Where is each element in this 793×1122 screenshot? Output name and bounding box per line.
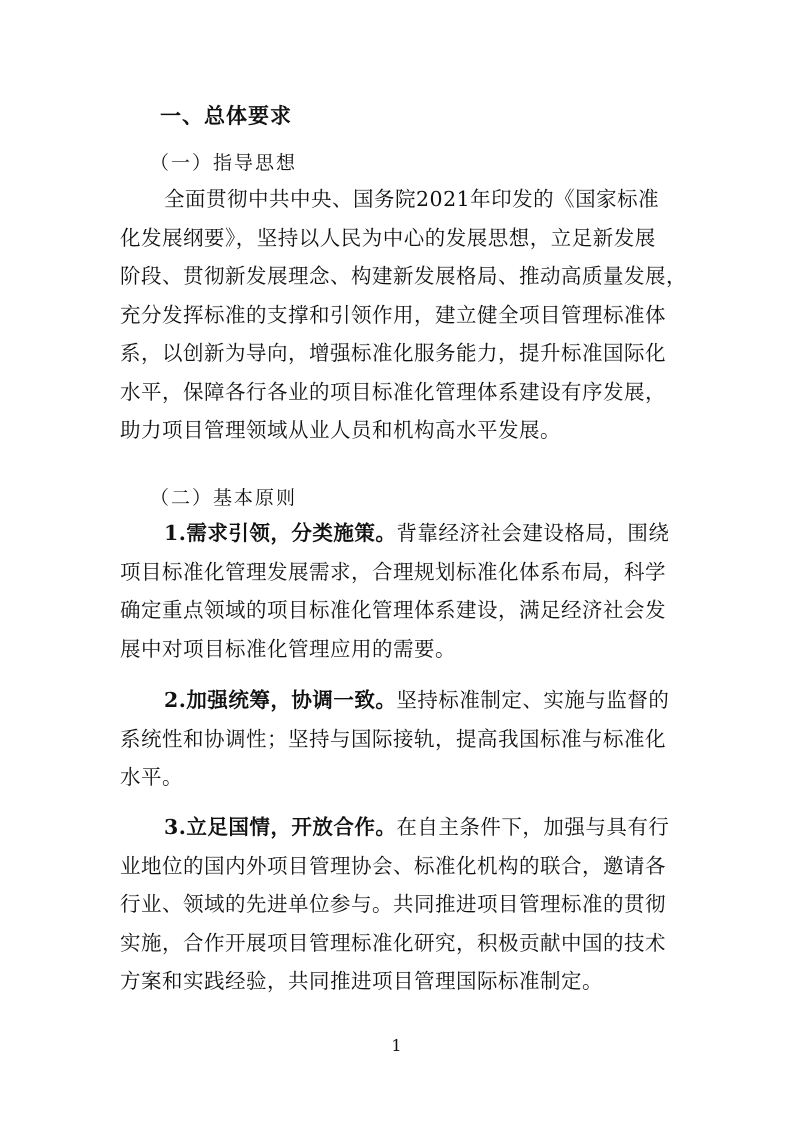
paragraph-line: 水平，保障各行各业的项目标准化管理体系建设有序发展， xyxy=(120,379,666,404)
paragraph-line: 助力项目管理领域从业人员和机构高水平发展。 xyxy=(120,418,561,442)
principle-text: 坚持标准制定、实施与监督的 xyxy=(396,688,670,712)
paragraph-line: 化发展纲要》，坚持以人民为中心的发展思想，立足新发展 xyxy=(120,225,656,250)
principle-lead: 3.立足国情，开放合作。 xyxy=(164,815,397,839)
paragraph-line: 全面贯彻中共中央、国务院2021年印发的《国家标准 xyxy=(164,187,660,211)
paragraph-line: 充分发挥标准的支撑和引领作用，建立健全项目管理标准体 xyxy=(120,302,666,327)
paragraph-line: 业地位的国内外项目管理协会、标准化机构的联合，邀请各 xyxy=(120,853,666,878)
paragraph-line: 水平。 xyxy=(120,765,183,789)
paragraph-line: 行业、领域的先进单位参与。共同推进项目管理标准的贯彻 xyxy=(120,892,666,916)
principle-3 xyxy=(120,808,680,1001)
subsection-title-basic-principles: （二）基本原则 xyxy=(150,487,298,509)
principle-lead: 1.需求引领，分类施策。 xyxy=(164,521,397,545)
section-heading: 一、总体要求 xyxy=(160,103,292,128)
principle-first-line xyxy=(120,808,680,847)
paragraph-line: 系统性和协调性；坚持与国际接轨，提高我国标准与标准化 xyxy=(120,726,666,751)
principle-1 xyxy=(120,514,680,668)
paragraph-line: 确定重点领域的项目标准化管理体系建设，满足经济社会发 xyxy=(120,598,666,622)
paragraph-line: 项目标准化管理发展需求，合理规划标准化体系布局，科学 xyxy=(120,559,666,584)
subsection-title-guiding-thought: （一）指导思想 xyxy=(150,152,298,174)
paragraph-line: 实施，合作开展项目管理标准化研究，积极贡献中国的技术 xyxy=(120,930,666,955)
principle-lead: 2.加强统筹，协调一致。 xyxy=(164,688,397,712)
page-number: 1 xyxy=(391,1036,402,1055)
paragraph-line: 阶段、贯彻新发展理念、构建新发展格局、推动高质量发展， xyxy=(120,264,687,288)
paragraph-line: 展中对项目标准化管理应用的需要。 xyxy=(120,636,456,661)
principle-first-line xyxy=(120,681,680,720)
principle-first-line xyxy=(120,514,680,553)
principle-text: 在自主条件下，加强与具有行 xyxy=(396,815,670,839)
paragraph-line: 方案和实践经验，共同推进项目管理国际标准制定。 xyxy=(120,969,603,993)
paragraph-line: 系，以创新为导向，增强标准化服务能力，提升标准国际化 xyxy=(120,341,666,365)
principle-2 xyxy=(120,681,680,797)
paragraph-guiding-thought xyxy=(120,180,687,450)
principle-text: 背靠经济社会建设格局，围绕 xyxy=(396,521,670,545)
